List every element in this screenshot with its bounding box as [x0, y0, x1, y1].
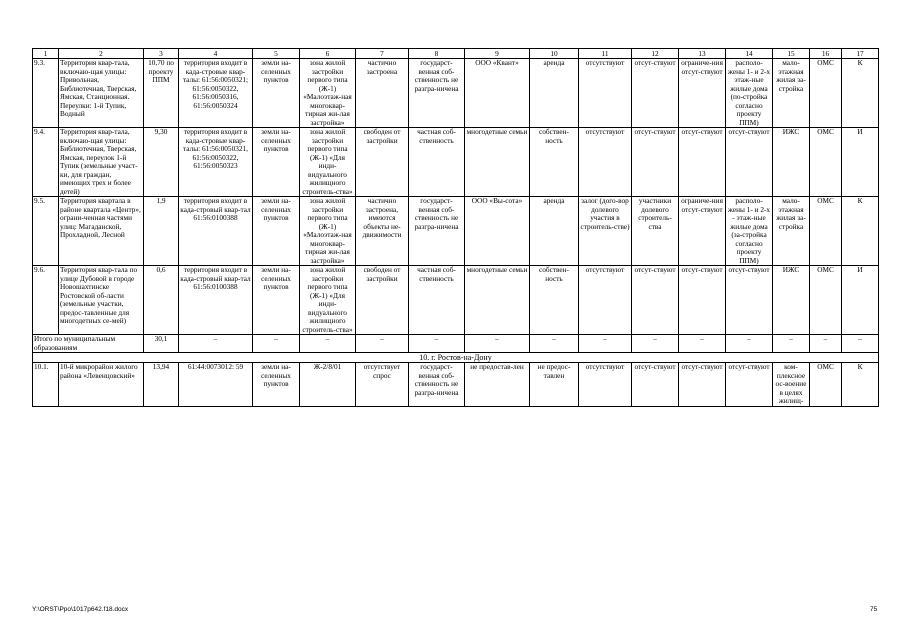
table-cell: зона жилой застройки первого типа (Ж-1) «Для инди-видуального жилищного строитель-ства»: [300, 128, 356, 197]
table-cell: аренда: [530, 197, 579, 266]
column-number: 16: [810, 49, 842, 59]
table-cell: отсутствует спрос: [356, 363, 409, 407]
table-cell: мало-этажная жилая за-стройка: [773, 197, 810, 266]
column-number: 1: [33, 49, 59, 59]
table-cell: частично застроена, имеются объекты не-движимости: [356, 197, 409, 266]
table-cell: земли на-селенных пунктов: [253, 266, 300, 335]
total-dash-cell: –: [179, 335, 253, 353]
table-cell: И: [842, 266, 879, 335]
table-cell: ИЖС: [773, 128, 810, 197]
table-cell: свободен от застройки: [356, 128, 409, 197]
table-cell: Территория квар-тала, включаю-щая улицы: Привольная, Библиотечная, Тверская, Ямская, Станционная. Переулки: 1-й Тупик, Водный: [59, 59, 144, 128]
table-cell: отсут-ствуют: [726, 363, 773, 407]
total-label: Итого по муниципальным образованиям: [33, 335, 144, 353]
table-cell: Территория квартала в районе квартала «Центр», ограни-ченная частями улиц: Магаданской, Прохладной, Лесной: [59, 197, 144, 266]
table-cell: располо-жены 1- и 2-х - этаж-ные жилые дома (за-стройка согласно проекту ППМ): [726, 197, 773, 266]
table-cell: государст-венная соб-ственность не разгра-ничена: [409, 197, 465, 266]
page-number: 75: [870, 606, 878, 613]
table-cell: ОМС: [810, 128, 842, 197]
table-cell: Территория квар-тала, включаю-щая улицы: Библиотечная, Тверская, Ямская, переулок 1-й Тупик (земельные участ-ки, для граждан, имеющих трех и более детей): [59, 128, 144, 197]
table-row: [33, 197, 879, 266]
table-cell: отсут-ствуют: [632, 128, 679, 197]
table-cell: ИЖС: [773, 266, 810, 335]
table-cell: ограниче-ния отсут-ствуют: [679, 197, 726, 266]
table-cell: участники долевого строитель-ства: [632, 197, 679, 266]
total-dash-cell: –: [679, 335, 726, 353]
table-cell: земли на-селенных пунктов: [253, 59, 300, 128]
table-cell: ОМС: [810, 363, 842, 407]
table-cell: ООО «Вы-сота»: [465, 197, 530, 266]
table-cell: земли на-селенных пунктов: [253, 363, 300, 407]
table-cell: отсут-ствуют: [679, 363, 726, 407]
table-cell: ООО «Квант»: [465, 59, 530, 128]
table-cell: не предостав-лен: [465, 363, 530, 407]
table-cell: отсутствуют: [579, 266, 632, 335]
table-cell: территория входит в када-стровые квар-талы: 61:56:0050321, 61:56:0050322, 61:56:0050323: [179, 128, 253, 197]
total-dash-cell: –: [842, 335, 879, 353]
table-cell: 10-й микрорайон жилого района «Левенцовский»: [59, 363, 144, 407]
table-cell: залог (дого-вор долевого участия в строитель-стве): [579, 197, 632, 266]
table-cell: отсут-ствуют: [679, 266, 726, 335]
table-cell: 9.5.: [33, 197, 59, 266]
table-cell: 9.3.: [33, 59, 59, 128]
table-cell: 0,6: [144, 266, 179, 335]
total-dash-cell: –: [530, 335, 579, 353]
table-cell: 10.1.: [33, 363, 59, 407]
total-dash-cell: –: [409, 335, 465, 353]
table-row: [33, 363, 879, 407]
table-cell: территория входит в када-стровый квар-тал 61:56:0100388: [179, 266, 253, 335]
column-number: 6: [300, 49, 356, 59]
table-cell: свободен от застройки: [356, 266, 409, 335]
table-cell: отсут-ствуют: [726, 128, 773, 197]
column-number: 3: [144, 49, 179, 59]
table-cell: 10,70 по проекту ППМ: [144, 59, 179, 128]
total-value: 30,1: [144, 335, 179, 353]
table-cell: 9.4.: [33, 128, 59, 197]
table-cell: государст-венная соб-ственность не разгра-ничена: [409, 363, 465, 407]
table-cell: собствен-ность: [530, 128, 579, 197]
table-cell: К: [842, 197, 879, 266]
table-cell: государст-венная соб-ственность не разгра-ничена: [409, 59, 465, 128]
table-cell: ОМС: [810, 59, 842, 128]
table-cell: отсутствуют: [579, 363, 632, 407]
table-cell: отсут-ствуют: [632, 363, 679, 407]
total-dash-cell: –: [579, 335, 632, 353]
table-cell: не предос-тавлен: [530, 363, 579, 407]
column-number: 10: [530, 49, 579, 59]
file-path: Y:\ORST\Ppo\1017p642.f18.docx: [32, 606, 129, 613]
table-cell: многодетные семьи: [465, 128, 530, 197]
column-number: 13: [679, 49, 726, 59]
table-cell: Территория квар-тала по улице Дубовой в городе Новошахтинске Ростовской об-ласти (земельные участки, предос-тавленные для многодетных се-мей): [59, 266, 144, 335]
table-cell: 61:44:0073012: 59: [179, 363, 253, 407]
column-number: 15: [773, 49, 810, 59]
total-dash-cell: –: [253, 335, 300, 353]
table-cell: территория входит в када-стровые квар-талы: 61:56:0050321; 61:56:0050322, 61:56:0050316, 61:56:0050324: [179, 59, 253, 128]
column-number-row: [33, 49, 879, 59]
section-row: [33, 353, 879, 363]
column-number: 8: [409, 49, 465, 59]
table-cell: 9.6.: [33, 266, 59, 335]
table-cell: Ж-2/8/01: [300, 363, 356, 407]
total-dash-cell: –: [632, 335, 679, 353]
total-dash-cell: –: [465, 335, 530, 353]
table-cell: ОМС: [810, 197, 842, 266]
table-cell: 9,30: [144, 128, 179, 197]
table-cell: собствен-ность: [530, 266, 579, 335]
table-cell: ком-плексное ос-воение в целях жилищ-: [773, 363, 810, 407]
section-title: 10. г. Ростов-на-Дону: [33, 353, 879, 363]
total-dash-cell: –: [773, 335, 810, 353]
column-number: 5: [253, 49, 300, 59]
table-row: [33, 128, 879, 197]
table-cell: 13,94: [144, 363, 179, 407]
table-cell: К: [842, 363, 879, 407]
table-cell: отсут-ствуют: [679, 128, 726, 197]
table-cell: располо-жены 1- и 2-х этаж-ные жилые дома (по-стройка согласно проекту ППМ): [726, 59, 773, 128]
table-row: [33, 266, 879, 335]
table-cell: земли на-селенных пунктов: [253, 128, 300, 197]
table-cell: 1,9: [144, 197, 179, 266]
table-cell: ОМС: [810, 266, 842, 335]
column-number: 9: [465, 49, 530, 59]
column-number: 17: [842, 49, 879, 59]
total-row: [33, 335, 879, 353]
column-number: 12: [632, 49, 679, 59]
column-number: 7: [356, 49, 409, 59]
table-cell: аренда: [530, 59, 579, 128]
table-cell: многодетные семьи: [465, 266, 530, 335]
table-cell: частично застроена: [356, 59, 409, 128]
table-cell: зона жилой застройки первого типа (Ж-1) «Малоэтаж-ная многоквар-тирная жи-лая застройка»: [300, 59, 356, 128]
document-page: [32, 48, 878, 407]
column-number: 2: [59, 49, 144, 59]
table-cell: земли на-селенных пунктов: [253, 197, 300, 266]
total-dash-cell: –: [810, 335, 842, 353]
table-cell: отсут-ствуют: [726, 266, 773, 335]
table-cell: частная соб-ственность: [409, 128, 465, 197]
table-cell: отсутствуют: [579, 128, 632, 197]
column-number: 4: [179, 49, 253, 59]
table-cell: И: [842, 128, 879, 197]
land-plots-table: [32, 48, 879, 407]
total-dash-cell: –: [726, 335, 773, 353]
table-row: [33, 59, 879, 128]
table-cell: К: [842, 59, 879, 128]
table-cell: отсутствуют: [579, 59, 632, 128]
table-cell: отсут-ствуют: [632, 266, 679, 335]
table-cell: территория входит в када-стровый квар-тал 61:56:0100388: [179, 197, 253, 266]
table-cell: отсут-ствуют: [632, 59, 679, 128]
table-cell: зона жилой застройки первого типа (Ж-1) «Малоэтаж-ная многоквар-тирная жи-лая застройка»: [300, 197, 356, 266]
column-number: 11: [579, 49, 632, 59]
column-number: 14: [726, 49, 773, 59]
total-dash-cell: –: [300, 335, 356, 353]
table-cell: ограниче-ния отсут-ствуют: [679, 59, 726, 128]
total-dash-cell: –: [356, 335, 409, 353]
table-cell: мало-этажная жилая за-стройка: [773, 59, 810, 128]
table-cell: частная соб-ственность: [409, 266, 465, 335]
table-cell: зона жилой застройки первого типа (Ж-1) «Для инди-видуального жилищного строитель-ства»: [300, 266, 356, 335]
